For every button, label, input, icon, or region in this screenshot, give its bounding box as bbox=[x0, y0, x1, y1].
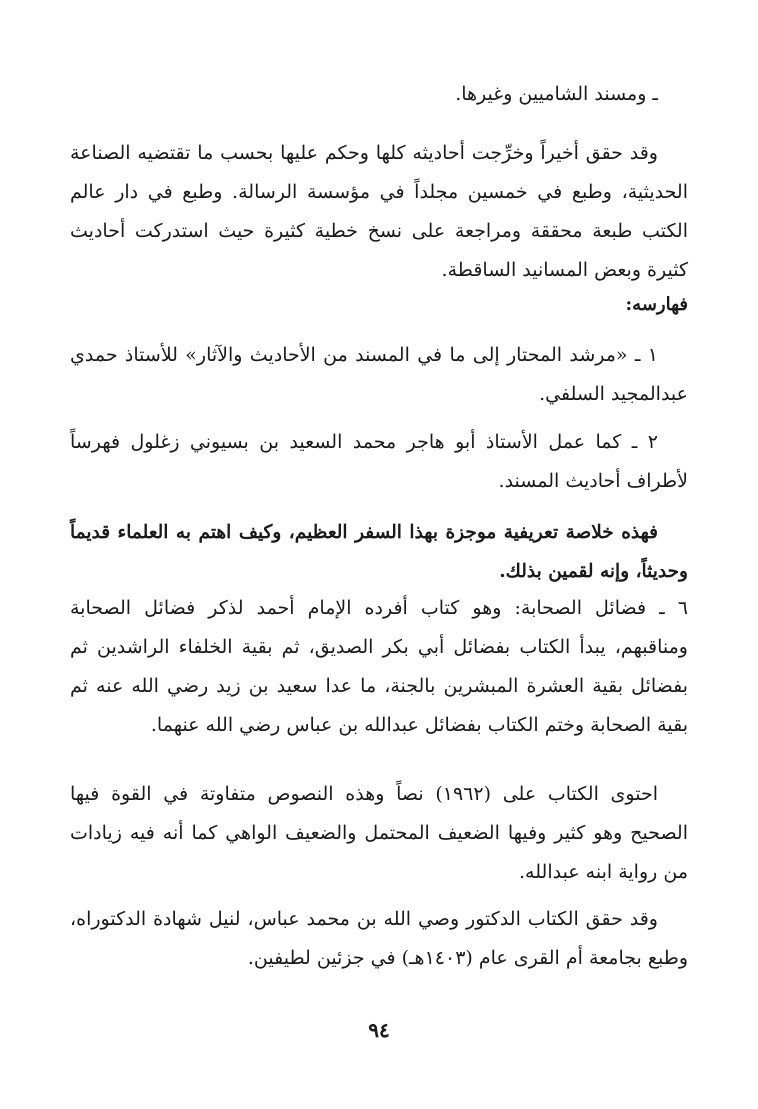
paragraph-tahqiq-edition: وقد حقق أخيراً وخرِّجت أحاديثه كلها وحكم عليها بحسب ما تقتضيه الصناعة الحديثية، وطبع في خمسين مجلداً في مؤسسة الرسالة. وطبع في دار عالم الكتب طبعة محققة ومراجعة على نسخ خطية كثيرة حيث استدركت أحاديث كثيرة وبعض المسانيد الساقطة. bbox=[70, 142, 688, 281]
document-page bbox=[70, 70, 688, 1050]
index-item-1: ١ ـ «مرشد المحتار إلى ما في المسند من الأحاديث والآثار» للأستاذ حمدي عبدالمجيد السلفي. bbox=[70, 344, 688, 405]
paragraph-musnad-shamiyyin: ـ ومسند الشاميين وغيرها. bbox=[455, 83, 658, 105]
paragraph-fadail-sahaba: ٦ ـ فضائل الصحابة: وهو كتاب أفرده الإمام أحمد لذكر فضائل الصحابة ومناقبهم، يبدأ الكتاب بفضائل أبي بكر الصديق، ثم بقية الخلفاء الراشدين ثم بفضائل بقية العشرة المبشرين بالجنة، ما عدا سعيد بن زيد رضي الله عنه ثم بقية الصحابة وختم الكتاب بفضائل عبدالله بن عباس رضي الله عنهما. bbox=[70, 597, 688, 736]
index-item-2: ٢ ـ كما عمل الأستاذ أبو هاجر محمد السعيد بن بسيوني زغلول فهرساً لأطراف أحاديث المسند. bbox=[70, 431, 688, 492]
paragraph-summary: فهذه خلاصة تعريفية موجزة بهذا السفر العظيم، وكيف اهتم به العلماء قديماً وحديثاً، وإنه لقمين بذلك. bbox=[70, 522, 688, 582]
section-heading-indexes: فهارسه: bbox=[625, 294, 688, 315]
paragraph-book-contents: احتوى الكتاب على (١٩٦٢) نصاً وهذه النصوص متفاوتة في القوة فيها الصحيح وهو كثير وفيها الضعيف المحتمل والضعيف الواهي كما أنه فيه زيادات من رواية ابنه عبدالله. bbox=[70, 783, 688, 883]
page-number: ٩٤ bbox=[368, 1018, 390, 1042]
paragraph-book-tahqiq: وقد حقق الكتاب الدكتور وصي الله بن محمد عباس، لنيل شهادة الدكتوراه، وطبع بجامعة أم القرى عام (١٤٠٣هـ) في جزئين لطيفين. bbox=[70, 908, 688, 969]
